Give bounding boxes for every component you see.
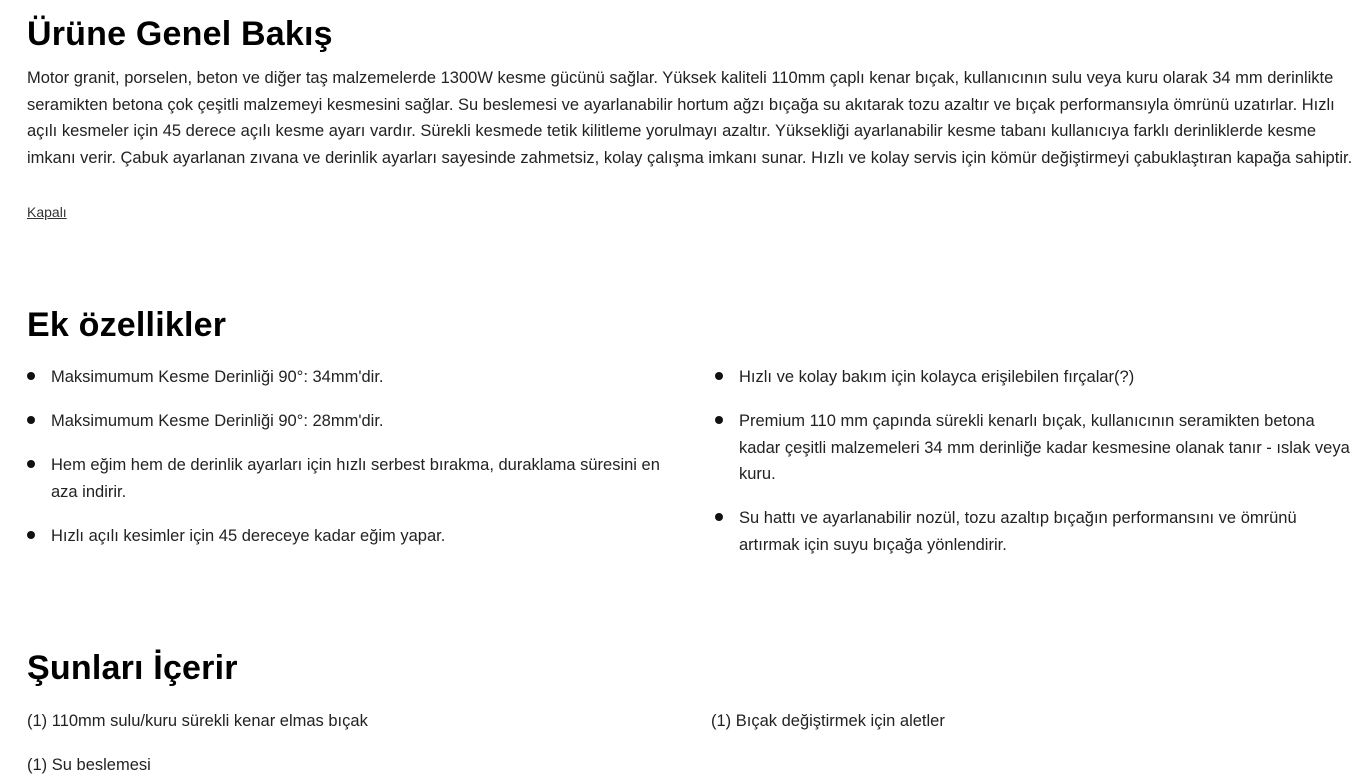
feature-text: Su hattı ve ayarlanabilir nozül, tozu azaltıp bıçağın performansını ve ömrünü artırmak için suyu bıçağa yönlendirir. (739, 509, 1297, 554)
bullet-icon (27, 372, 35, 380)
features-title: Ek özellikler (27, 306, 227, 344)
bullet-icon (715, 416, 723, 424)
bullet-icon (715, 513, 723, 521)
overview-title: Ürüne Genel Bakış (27, 15, 333, 53)
feature-item (27, 452, 687, 505)
feature-item (715, 505, 1355, 558)
included-item: (1) 110mm sulu/kuru sürekli kenar elmas bıçak (27, 712, 368, 730)
feature-text: Maksimumum Kesme Derinliği 90°: 34mm'dir. (51, 368, 384, 386)
features-list-left (27, 364, 687, 567)
collapse-link[interactable]: Kapalı (27, 204, 67, 220)
features-list-right (715, 364, 1355, 576)
feature-text: Hızlı ve kolay bakım için kolayca erişilebilen fırçalar(?) (739, 368, 1135, 386)
feature-text: Hem eğim hem de derinlik ayarları için hızlı serbest bırakma, duraklama süresini en aza indirir. (51, 456, 660, 501)
feature-text: Hızlı açılı kesimler için 45 dereceye kadar eğim yapar. (51, 526, 446, 545)
feature-text: Maksimumum Kesme Derinliği 90°: 28mm'dir. (51, 412, 384, 430)
bullet-icon (27, 531, 35, 539)
feature-item (715, 364, 1355, 391)
feature-item (27, 523, 687, 550)
bullet-icon (27, 416, 35, 424)
feature-item (27, 364, 687, 391)
bullet-icon (27, 460, 35, 468)
feature-text: Premium 110 mm çapında sürekli kenarlı bıçak, kullanıcının seramikten betona kadar çeşitli malzemeleri 34 mm derinliğe kadar kesmesine olanak tanır - ıslak veya kuru. (739, 412, 1350, 483)
feature-item (27, 408, 687, 435)
included-item: (1) Su beslemesi (27, 756, 151, 774)
included-item: (1) Bıçak değiştirmek için aletler (711, 712, 945, 730)
feature-item (715, 408, 1355, 488)
includes-title: Şunları İçerir (27, 649, 238, 687)
bullet-icon (715, 372, 723, 380)
overview-description: Motor granit, porselen, beton ve diğer taş malzemelerde 1300W kesme gücünü sağlar. Yüksek kaliteli 110mm çaplı kenar bıçak, kullanıcının sulu veya kuru olarak 34 mm derinlikte seramikten betona çok çeşitli malzemeyi kesmesini sağlar. Su beslemesi ve ayarlanabilir hortum ağzı bıçağa su akıtarak tozu azaltır ve bıçak performansıyla ömrünü uzatırlar. Hızlı açılı kesmeler için 45 derece açılı kesme ayarı vardır. Sürekli kesmede tetik kilitleme yorulmayı azaltır. Yüksekliği ayarlanabilir kesme tabanı kullanıcıya farklı derinliklerde kesme imkanı verir. Çabuk ayarlanan zıvana ve derinlik ayarları sayesinde zahmetsiz, kolay çalışma imkanı sunar. Hızlı ve kolay servis için kömür değiştirmeyi çabuklaştıran kapağa sahiptir. (27, 69, 1353, 167)
